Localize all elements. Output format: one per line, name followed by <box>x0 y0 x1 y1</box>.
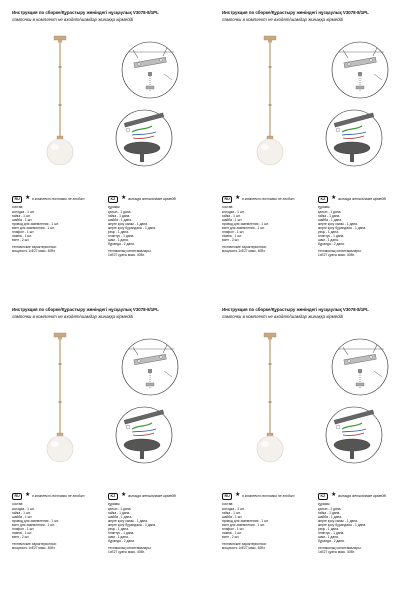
kz-badge: KZ <box>318 196 328 203</box>
list-item: шайба - 1 дана. <box>318 218 342 223</box>
pendant-lamp-illustration <box>257 333 283 462</box>
list-item: реңк - 1 дана. <box>108 526 129 531</box>
list-item: лампа - 1 шт. <box>222 233 243 238</box>
ru-not-included-note: в комплект поставки не входит <box>32 493 85 498</box>
list-item: қалып - 1 дана. <box>108 210 132 215</box>
list-item: винт - 2 шт. <box>12 237 30 242</box>
ceiling-plate-detail <box>332 42 388 98</box>
kz-not-included-note: жинаққа жеткізілімге кірмейді <box>338 493 387 498</box>
wiring-detail <box>116 407 172 463</box>
kz-spec-value: 1хE27 қуаты макс. 40Вт. <box>318 252 355 257</box>
assembly-drawings <box>12 8 202 198</box>
kz-spec-value: 1хE27 қуаты макс. 40Вт. <box>108 252 145 257</box>
ru-spec-title: технические характеристики: <box>222 245 267 250</box>
star-icon: ★ <box>331 195 337 201</box>
star-icon: ★ <box>235 195 241 201</box>
kz-section-title: құрамы: <box>108 205 121 209</box>
list-item: шайба - 1 шт. <box>222 218 243 223</box>
wiring-detail <box>116 110 172 166</box>
list-item: колодка - 1 шт. <box>222 210 245 215</box>
kz-spec-title: техникалық сипаттамалары: <box>318 248 362 253</box>
list-item: шам - 1 дана. <box>318 237 339 242</box>
ru-contents <box>12 503 97 551</box>
pendant-lamp-illustration <box>47 333 73 462</box>
ceiling-plate-detail <box>122 42 178 98</box>
kz-not-included-note: жинаққа жеткізілімге кірмейді <box>128 196 177 201</box>
list-item: винт - 2 шт. <box>222 237 240 242</box>
sheet-title: Инструкция по сборке/Құрастыру жөніндегі нұсқаулық V3078-8/1PL <box>222 307 369 312</box>
ru-spec-value: мощность 1хE27 макс. 40Вт. <box>12 248 56 253</box>
kz-section-title: құрамы: <box>318 205 331 209</box>
list-item: қалып - 1 дана. <box>108 507 132 512</box>
star-icon: ★ <box>121 195 127 201</box>
ru-section-title: состав: <box>12 205 24 209</box>
list-item: реңк - 1 дана. <box>318 526 339 531</box>
ru-badge: RU <box>222 493 232 500</box>
kz-spec-value: 1хE27 қуаты макс. 40Вт. <box>108 549 145 554</box>
star-icon: ★ <box>121 492 127 498</box>
list-item: шам - 1 дана. <box>108 534 129 539</box>
list-item: гайка - 1 дана. <box>318 214 341 219</box>
assembly-drawings <box>12 305 202 495</box>
list-item: жерге қосу сымы - 1 дана. <box>108 519 148 524</box>
list-item: жерге қосу сымы - 1 дана. <box>108 222 148 227</box>
pendant-lamp-illustration <box>47 36 73 165</box>
list-item: винт для заземления - 1 шт. <box>12 522 55 527</box>
wiring-detail <box>326 407 382 463</box>
list-item: шайба - 1 шт. <box>12 515 33 520</box>
list-item: плафон - 1 шт. <box>222 526 245 531</box>
kz-spec-title: техникалық сипаттамалары: <box>108 545 152 550</box>
ru-not-included-note: в комплект поставки не входит <box>242 196 295 201</box>
list-item: реңк - 1 дана. <box>108 229 129 234</box>
list-item: плафон - 1 шт. <box>12 229 35 234</box>
list-item: гайка - 1 шт. <box>12 214 31 219</box>
list-item: винт - 2 шт. <box>222 534 240 539</box>
list-item: колодка - 1 шт. <box>12 507 35 512</box>
list-item: бұранда - 2 дана. <box>318 538 345 543</box>
ru-contents <box>222 206 307 254</box>
list-item: шам - 1 дана. <box>318 534 339 539</box>
list-item: шайба - 1 шт. <box>222 515 243 520</box>
kz-contents <box>108 503 193 555</box>
sheet-title: Инструкция по сборке/Құрастыру жөніндегі нұсқаулық V3078-8/1PL <box>12 10 159 15</box>
ru-spec-title: технические характеристики: <box>222 542 267 547</box>
ru-contents <box>222 503 307 551</box>
list-item: винт для заземления - 1 шт. <box>12 225 55 230</box>
star-icon: ★ <box>25 195 31 201</box>
list-item: провод для заземления - 1 шт. <box>12 222 59 227</box>
list-item: плинтус - 1 дана. <box>108 233 135 238</box>
ru-section-title: состав: <box>12 502 24 506</box>
sheet-title: Инструкция по сборке/Құрастыру жөніндегі нұсқаулық V3078-8/1PL <box>222 10 369 15</box>
list-item: винт для заземления - 1 шт. <box>222 225 265 230</box>
kz-badge: KZ <box>318 493 328 500</box>
list-item: винт для заземления - 1 шт. <box>222 522 265 527</box>
kz-not-included-note: жинаққа жеткізілімге кірмейді <box>128 493 177 498</box>
sheet-top-left <box>12 8 202 288</box>
list-item: провод для заземления - 1 шт. <box>12 519 59 524</box>
list-item: гайка - 1 шт. <box>222 511 241 516</box>
wiring-detail <box>326 110 382 166</box>
list-item: гайка - 1 дана. <box>318 511 341 516</box>
ru-spec-value: мощность 1хE27 макс. 40Вт. <box>12 545 56 550</box>
ru-badge: RU <box>12 493 22 500</box>
list-item: бұранда - 2 дана. <box>108 241 135 246</box>
ru-contents <box>12 206 97 254</box>
sheet-top-right <box>222 8 412 288</box>
ceiling-plate-detail <box>122 339 178 395</box>
list-item: шам - 1 дана. <box>108 237 129 242</box>
ru-spec-value: мощность 1хE27 макс. 40Вт. <box>222 248 266 253</box>
list-item: реңк - 1 дана. <box>318 229 339 234</box>
star-icon: ★ <box>25 492 31 498</box>
sheet-title: Инструкция по сборке/Құрастыру жөніндегі нұсқаулық V3078-8/1PL <box>12 307 159 312</box>
sheet-subtitle: лампочки в комплект не входят/шамдар жинаққа кірмейді <box>222 17 344 22</box>
list-item: шайба - 1 дана. <box>108 515 132 520</box>
sheet-subtitle: лампочки в комплект не входят/шамдар жинаққа кірмейді <box>12 314 134 319</box>
list-item: гайка - 1 шт. <box>12 511 31 516</box>
kz-section-title: құрамы: <box>318 502 331 506</box>
kz-badge: KZ <box>108 493 118 500</box>
ru-not-included-note: в комплект поставки не входит <box>32 196 85 201</box>
list-item: провод для заземления - 1 шт. <box>222 222 269 227</box>
ru-badge: RU <box>12 196 22 203</box>
ru-spec-title: технические характеристики: <box>12 542 57 547</box>
ru-spec-value: мощность 1хE27 макс. 40Вт. <box>222 545 266 550</box>
list-item: гайка - 1 дана. <box>108 214 131 219</box>
list-item: қалып - 1 дана. <box>318 507 342 512</box>
assembly-drawings <box>222 305 412 495</box>
list-item: шайба - 1 дана. <box>108 218 132 223</box>
list-item: плинтус - 1 дана. <box>318 233 345 238</box>
list-item: лампа - 1 шт. <box>12 233 33 238</box>
list-item: провод для заземления - 1 шт. <box>222 519 269 524</box>
list-item: жерге қосу бұрандасы - 1 дана. <box>318 225 367 230</box>
list-item: плинтус - 1 дана. <box>318 530 345 535</box>
kz-badge: KZ <box>108 196 118 203</box>
list-item: лампа - 1 шт. <box>222 530 243 535</box>
list-item: колодка - 1 шт. <box>12 210 35 215</box>
list-item: колодка - 1 шт. <box>222 507 245 512</box>
sheet-bottom-left <box>12 305 202 585</box>
ru-section-title: состав: <box>222 502 234 506</box>
list-item: плафон - 1 шт. <box>12 526 35 531</box>
list-item: плинтус - 1 дана. <box>108 530 135 535</box>
sheet-subtitle: лампочки в комплект не входят/шамдар жинаққа кірмейді <box>222 314 344 319</box>
star-icon: ★ <box>331 492 337 498</box>
list-item: гайка - 1 шт. <box>222 214 241 219</box>
kz-contents <box>318 206 403 258</box>
ru-spec-title: технические характеристики: <box>12 245 57 250</box>
list-item: шайба - 1 дана. <box>318 515 342 520</box>
list-item: гайка - 1 дана. <box>108 511 131 516</box>
list-item: қалып - 1 дана. <box>318 210 342 215</box>
ru-not-included-note: в комплект поставки не входит <box>242 493 295 498</box>
list-item: бұранда - 2 дана. <box>108 538 135 543</box>
sheet-subtitle: лампочки в комплект не входят/шамдар жинаққа кірмейді <box>12 17 134 22</box>
list-item: лампа - 1 шт. <box>12 530 33 535</box>
list-item: бұранда - 2 дана. <box>318 241 345 246</box>
pendant-lamp-illustration <box>257 36 283 165</box>
sheet-bottom-right <box>222 305 412 585</box>
kz-not-included-note: жинаққа жеткізілімге кірмейді <box>338 196 387 201</box>
list-item: шайба - 1 шт. <box>12 218 33 223</box>
kz-contents <box>108 206 193 258</box>
list-item: винт - 2 шт. <box>12 534 30 539</box>
ru-badge: RU <box>222 196 232 203</box>
kz-spec-value: 1хE27 қуаты макс. 40Вт. <box>318 549 355 554</box>
kz-contents <box>318 503 403 555</box>
list-item: жерге қосу бұрандасы - 1 дана. <box>318 522 367 527</box>
kz-spec-title: техникалық сипаттамалары: <box>318 545 362 550</box>
list-item: жерге қосу сымы - 1 дана. <box>318 222 358 227</box>
star-icon: ★ <box>235 492 241 498</box>
kz-spec-title: техникалық сипаттамалары: <box>108 248 152 253</box>
kz-section-title: құрамы: <box>108 502 121 506</box>
list-item: плафон - 1 шт. <box>222 229 245 234</box>
assembly-drawings <box>222 8 412 198</box>
list-item: жерге қосу сымы - 1 дана. <box>318 519 358 524</box>
list-item: жерге қосу бұрандасы - 1 дана. <box>108 522 157 527</box>
ru-section-title: состав: <box>222 205 234 209</box>
ceiling-plate-detail <box>332 339 388 395</box>
list-item: жерге қосу бұрандасы - 1 дана. <box>108 225 157 230</box>
